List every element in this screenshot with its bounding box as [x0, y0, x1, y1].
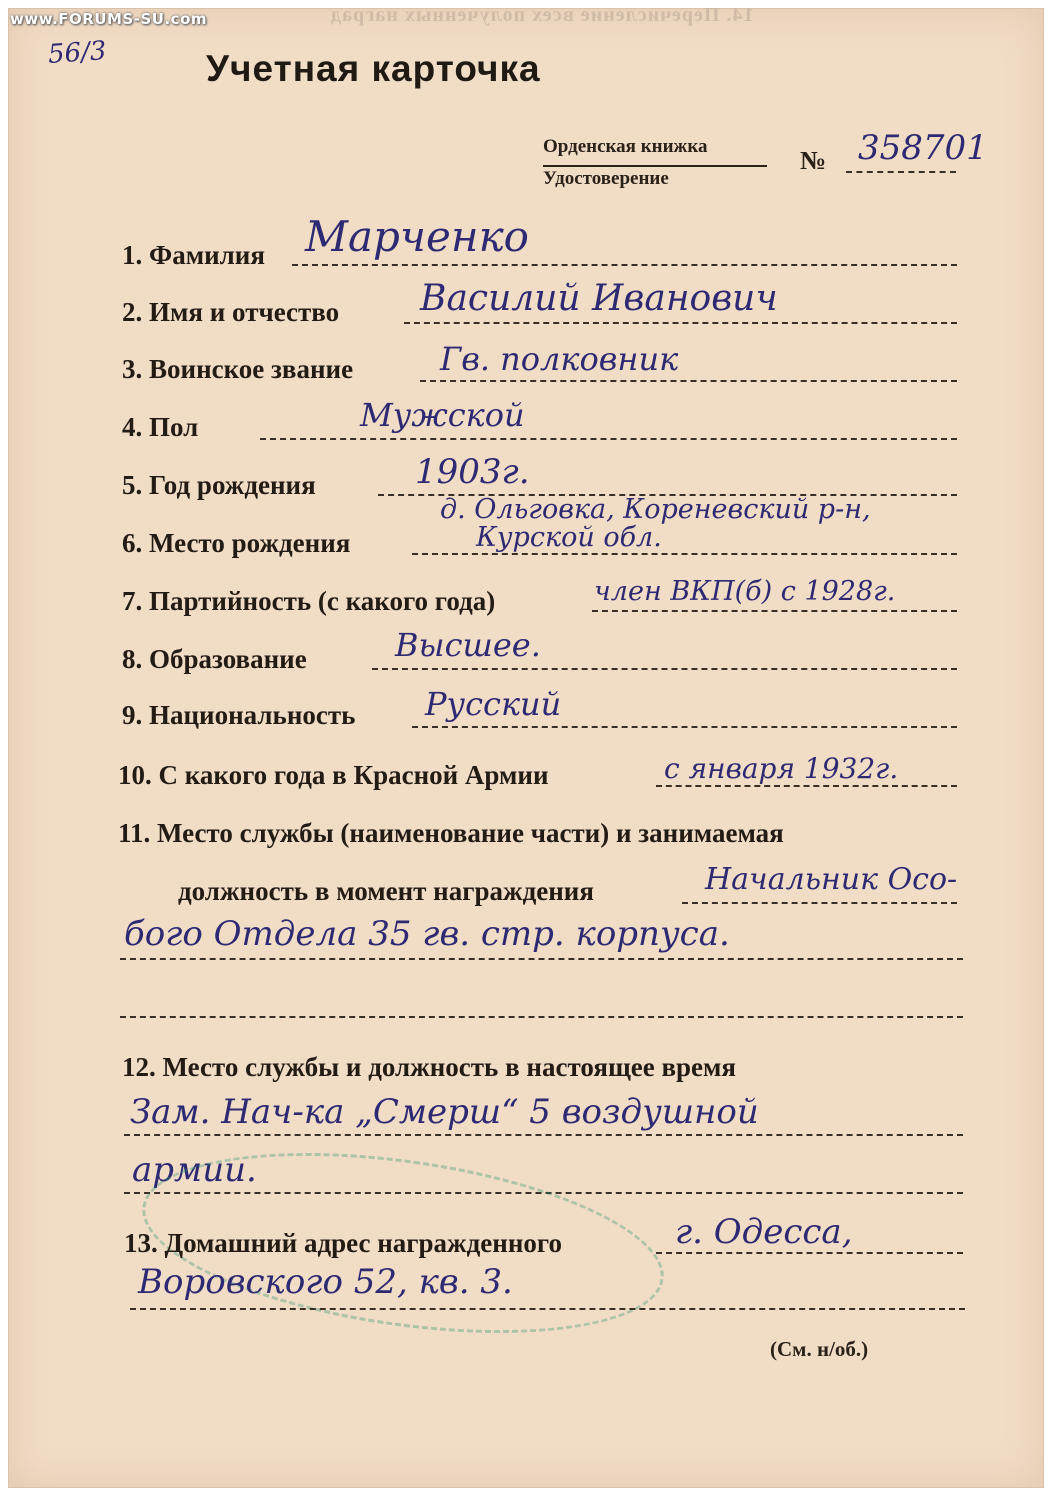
field-value-surname: Марченко: [305, 212, 529, 261]
field-value-party: член ВКП(б) с 1928г.: [594, 576, 896, 607]
watermark: www.FORUMS-SU.com: [10, 10, 208, 28]
field-value-birth-year: 1903г.: [415, 452, 530, 492]
field-value-birthplace-2: Курской обл.: [476, 522, 662, 553]
number-line: [846, 171, 956, 173]
field-line-party: [592, 610, 957, 612]
field-label-name: 2. Имя и отчество: [122, 297, 340, 327]
ticket-type-line2: Удостоверение: [543, 168, 669, 189]
card-title: Учетная карточка: [206, 48, 541, 89]
field-value-home-address-2: Воровского 52, кв. 3.: [138, 1262, 513, 1302]
field-label-party: 7. Партийность (с какого года): [122, 586, 496, 616]
number-sign: №: [800, 146, 827, 175]
field-line-surname: [292, 264, 957, 266]
field-value-nationality: Русский: [425, 685, 562, 723]
field-label-service-place-2: должность в момент награждения: [178, 876, 594, 906]
field-line-service-place-2: [120, 958, 963, 960]
field-value-rank: Гв. полковник: [440, 340, 679, 378]
field-line-education: [372, 668, 957, 670]
ticket-number: 358701: [858, 128, 988, 168]
field-label-sex: 4. Пол: [122, 412, 199, 442]
field-line-rank: [420, 380, 957, 382]
field-value-home-address: г. Одесса,: [675, 1212, 853, 1252]
field-value-birthplace: д. Ольговка, Кореневский р-н,: [440, 494, 871, 525]
field-label-nationality: 9. Национальность: [122, 700, 356, 730]
field-line-army-since: [656, 785, 957, 787]
field-value-current-service-2: армии.: [132, 1150, 257, 1190]
field-value-education: Высшее.: [395, 626, 541, 664]
field-line-sex: [260, 438, 957, 440]
reverse-side-bleed: 14. Перечисление всех полученных наград: [330, 4, 754, 26]
field-label-rank: 3. Воинское звание: [122, 354, 354, 384]
field-value-army-since: с января 1932г.: [664, 752, 899, 785]
field-label-surname: 1. Фамилия: [122, 240, 265, 270]
field-value-sex: Мужской: [360, 396, 525, 434]
field-label-army-since: 10. С какого года в Красной Армии: [118, 760, 549, 790]
field-value-service-place: Начальник Осо-: [705, 862, 958, 897]
field-line-birthplace: [412, 553, 957, 555]
field-label-birthplace: 6. Место рождения: [122, 528, 351, 558]
field-line-home-address-2: [130, 1308, 965, 1310]
archive-number: 56/3: [47, 35, 108, 71]
see-reverse-note: (См. н/об.): [770, 1337, 869, 1361]
field-value-current-service: Зам. Нач-ка „Смерш“ 5 воздушной: [130, 1092, 759, 1132]
field-line-service-place-3: [120, 1016, 963, 1018]
field-line-nationality: [412, 726, 957, 728]
ticket-type-line1: Орденская книжка: [543, 136, 708, 157]
ticket-strike-line: [543, 165, 767, 167]
field-line-name: [404, 322, 957, 324]
field-value-name: Василий Иванович: [420, 278, 778, 319]
field-line-home-address: [656, 1252, 963, 1254]
field-label-birth-year: 5. Год рождения: [122, 470, 316, 500]
field-label-education: 8. Образование: [122, 644, 307, 674]
field-label-service-place: 11. Место службы (наименование части) и занимаемая: [118, 818, 784, 848]
field-label-home-address: 13. Домашний адрес награжденного: [124, 1228, 562, 1258]
field-line-current-service: [124, 1134, 963, 1136]
field-line-service-place: [682, 902, 957, 904]
field-label-current-service: 12. Место службы и должность в настоящее время: [122, 1052, 737, 1082]
field-value-service-place-2: бого Отдела 35 гв. стр. корпуса.: [124, 914, 730, 954]
